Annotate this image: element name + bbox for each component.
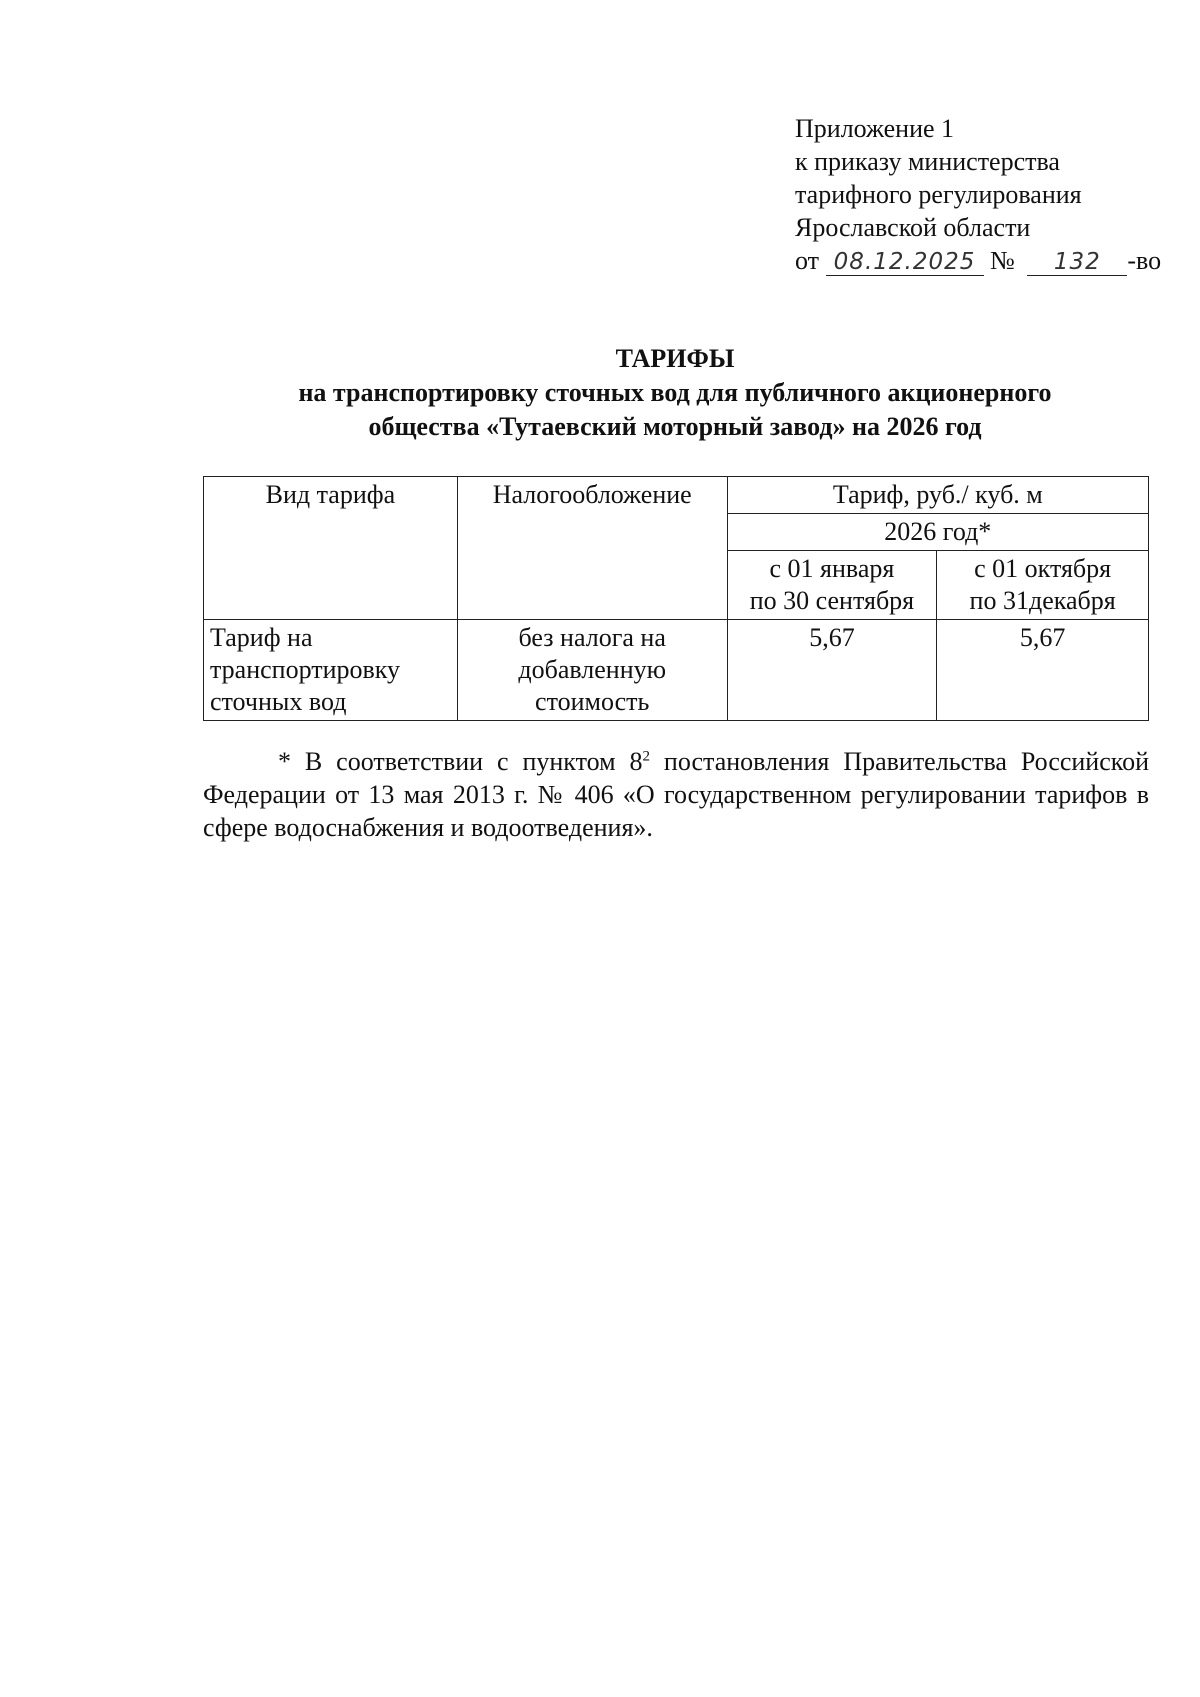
cell-taxation (457, 620, 727, 721)
footnote-text (203, 745, 1149, 844)
number-sign: № (990, 246, 1015, 275)
header-period-1-line-2: по 30 сентября (749, 586, 915, 615)
appendix-line-4: Ярославской области (795, 213, 1031, 242)
cell-taxation-line-3: стоимость (535, 687, 650, 716)
header-year: 2026 год* (727, 514, 1148, 551)
header-tariff-type: Вид тарифа (204, 477, 458, 620)
table-row (204, 620, 1149, 721)
document-title (200, 342, 1150, 444)
header-tariff-unit: Тариф, руб./ куб. м (727, 477, 1148, 514)
cell-taxation-line-1: без налога на (518, 623, 666, 652)
handwritten-date: 08.12.2025 (826, 249, 984, 276)
header-period-2-line-2: по 31декабря (969, 586, 1116, 615)
header-taxation: Налогообложение (457, 477, 727, 620)
header-period-1 (727, 551, 937, 620)
cell-taxation-line-2: добавленную (518, 655, 667, 684)
table-header-row-1 (204, 477, 1149, 514)
cell-value-period-2: 5,67 (937, 620, 1149, 721)
number-suffix: -во (1127, 246, 1162, 275)
footnote-part-1: * В соответствии с пунктом 8 (278, 747, 643, 776)
cell-tariff-type-line-3: сточных вод (210, 687, 347, 716)
footnote (203, 745, 1149, 844)
header-period-2-line-1: с 01 октября (974, 554, 1112, 583)
cell-tariff-type-line-2: транспортировку (210, 655, 401, 684)
title-heading: ТАРИФЫ (615, 344, 735, 373)
appendix-line-2: к приказу министерства (795, 147, 1060, 176)
title-line-2: общества «Тутаевский моторный завод» на 2026 год (368, 412, 982, 441)
footnote-superscript: 2 (642, 748, 650, 765)
cell-tariff-type (204, 620, 458, 721)
appendix-header (795, 112, 1161, 277)
cell-tariff-type-line-1: Тариф на (210, 623, 313, 652)
cell-value-period-1: 5,67 (727, 620, 937, 721)
footnote-part-2: постановления Правительства Российской Федерации от 13 мая 2013 г. № 406 «О государственном регулировании тарифов в сфере водоснабжения и водоотведения». (203, 747, 1149, 842)
appendix-date-line (795, 244, 1161, 277)
appendix-line-1: Приложение 1 (795, 114, 955, 143)
appendix-line-3: тарифного регулирования (795, 180, 1082, 209)
date-prefix: от (795, 246, 820, 275)
handwritten-number: 132 (1027, 249, 1127, 276)
header-period-1-line-1: с 01 января (769, 554, 895, 583)
header-period-2 (937, 551, 1149, 620)
title-line-1: на транспортировку сточных вод для публичного акционерного (298, 378, 1052, 407)
tariff-table (203, 476, 1149, 721)
